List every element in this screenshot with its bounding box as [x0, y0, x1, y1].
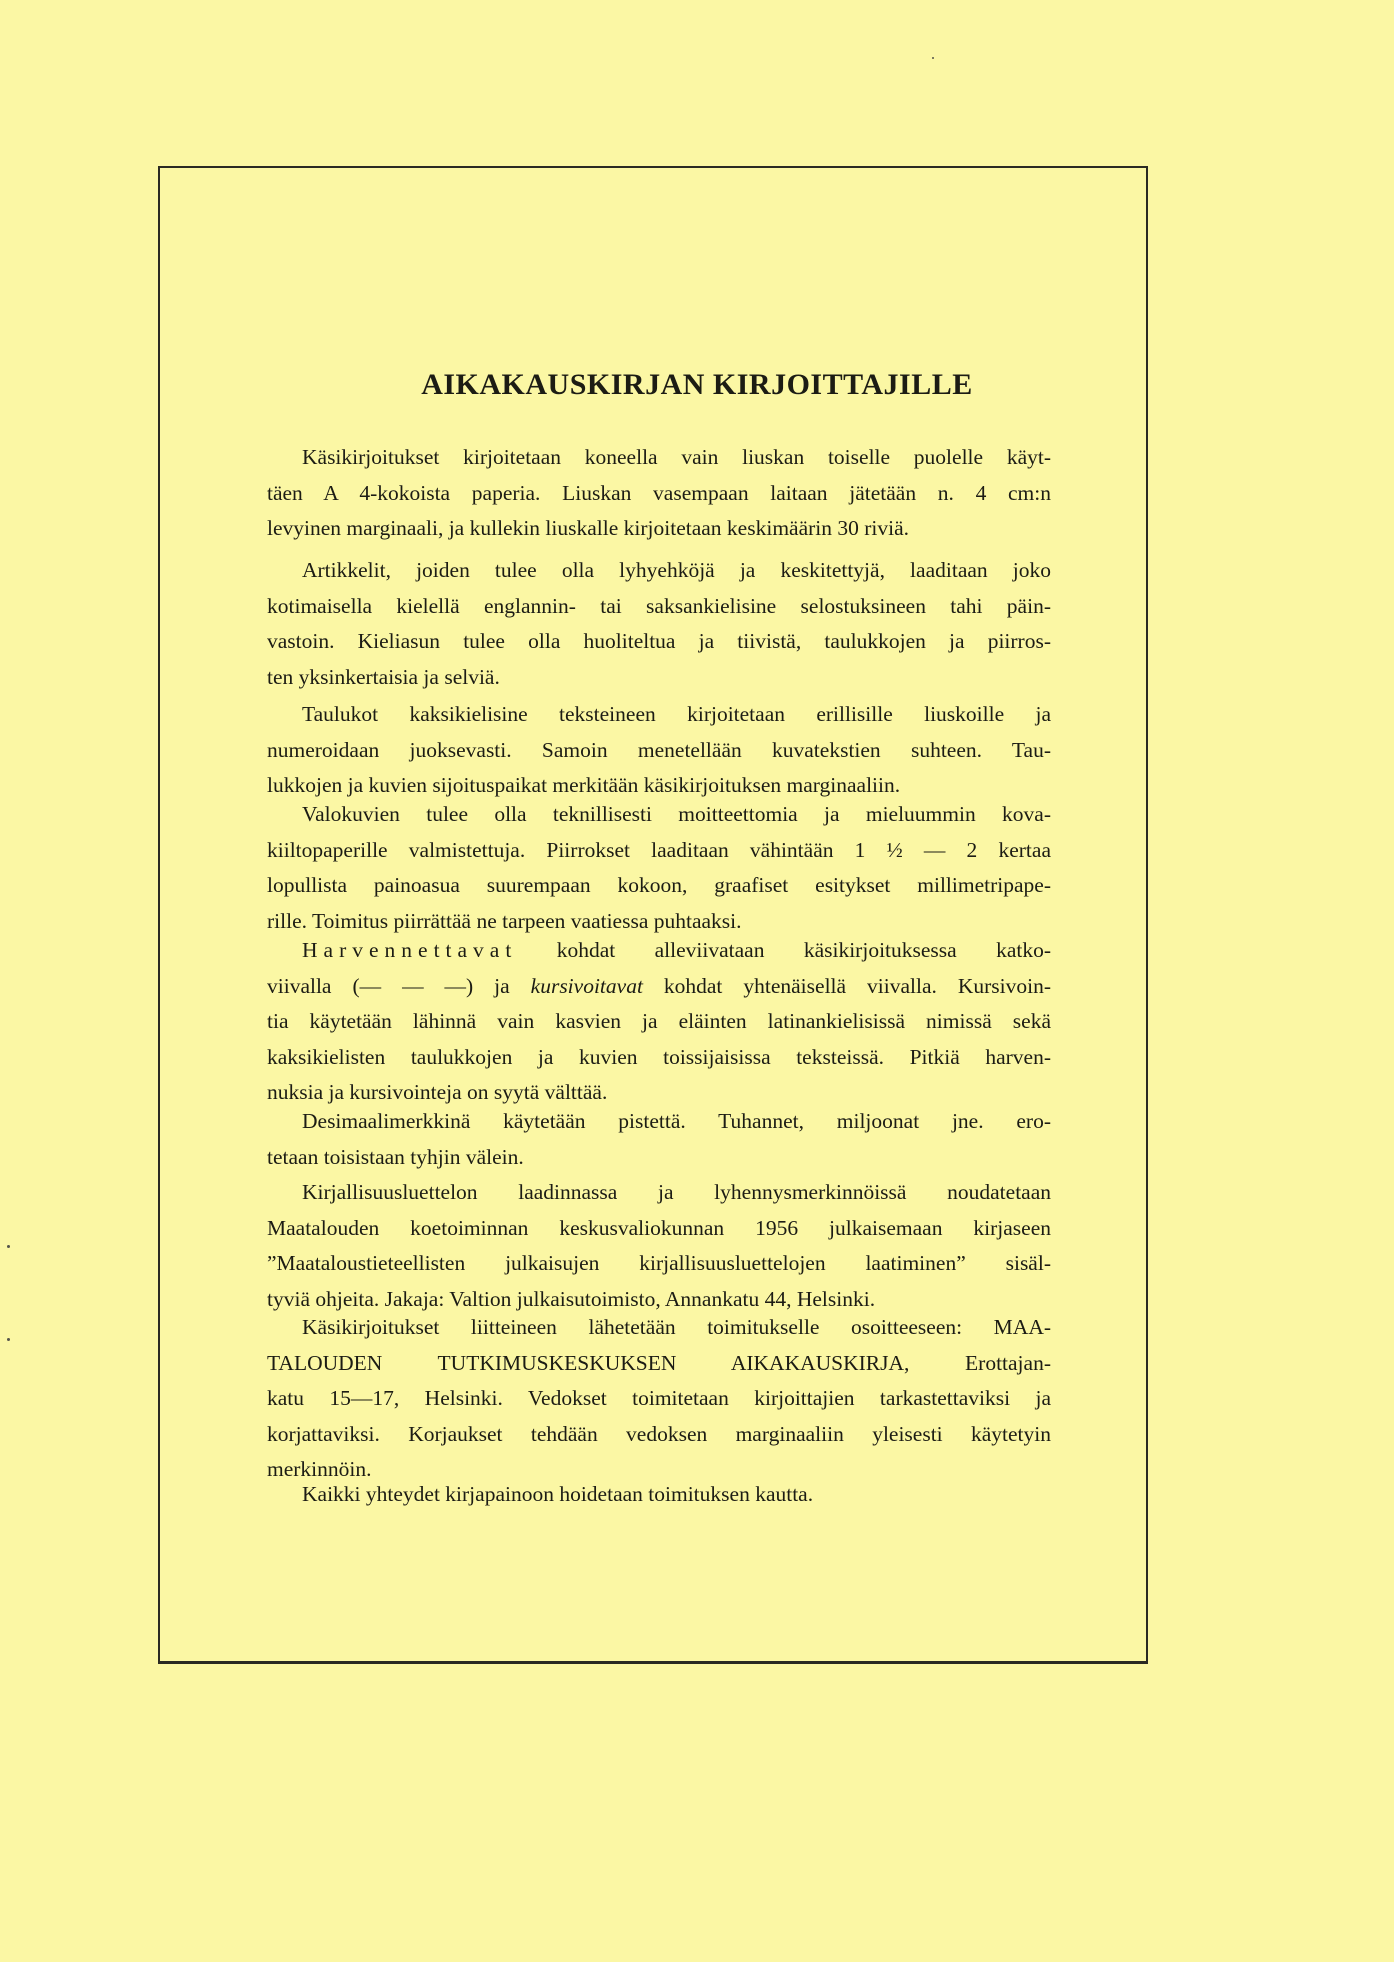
- text-line: nuksia ja kursivointeja on syytä välttää.: [267, 1080, 608, 1104]
- text-line: tyviä ohjeita. Jakaja: Valtion julkaisutoimisto, Annankatu 44, Helsinki.: [267, 1286, 876, 1311]
- text-line: numeroidaan juoksevasti. Samoin menetellään kuvatekstien suhteen. Tau-: [267, 737, 1051, 762]
- scan-speck: [7, 1245, 10, 1248]
- text-line: levyinen marginaali, ja kullekin liuskalle kirjoitetaan keskimäärin 30 riviä.: [267, 516, 910, 540]
- paragraph-emphasis: [267, 933, 1051, 1111]
- scan-speck: [932, 57, 934, 59]
- text-fragment: kohdat alleviivataan käsikirjoituksessa katko-: [556, 938, 1052, 962]
- paragraph-manuscript-format: [267, 440, 1051, 547]
- text-line: vastoin. Kieliasun tulee olla huoliteltua ja tiivistä, taulukkojen ja piirros-: [267, 629, 1051, 653]
- text-line: Maatalouden koetoiminnan keskusvaliokunnan 1956 julkaisemaan kirjaseen: [267, 1215, 1051, 1240]
- text-line: Kirjallisuusluettelon laadinnassa ja lyhennysmerkinnöissä noudatetaan: [302, 1180, 1051, 1204]
- text-line: kaksikielisten taulukkojen ja kuvien toissijaisissa teksteissä. Pitkiä harven-: [267, 1044, 1051, 1069]
- paragraph-decimals: [267, 1104, 1051, 1175]
- scan-speck: [7, 1338, 10, 1341]
- text-line: [267, 933, 1051, 969]
- text-line: merkinnöin.: [267, 1457, 372, 1481]
- paragraph-submission: [267, 1310, 1051, 1488]
- paragraph-articles: [267, 553, 1051, 695]
- text-line: korjattaviksi. Korjaukset tehdään vedoksen marginaaliin yleisesti käytetyin: [267, 1421, 1051, 1446]
- italic-word: kursivoitavat: [530, 973, 643, 998]
- text-line: lopullista painoasua suurempaan kokoon, graafiset esitykset millimetripape-: [267, 873, 1051, 897]
- text-line: Käsikirjoitukset kirjoitetaan koneella vain liuskan toiselle puolelle käyt-: [302, 445, 1051, 469]
- paragraph-contact: [267, 1477, 1051, 1513]
- text-line: Desimaalimerkkinä käytetään pistettä. Tuhannet, miljoonat jne. ero-: [302, 1109, 1051, 1133]
- text-line: Valokuvien tulee olla teknillisesti moitteettomia ja mieluummin kova-: [302, 802, 1051, 826]
- paragraph-photos: [267, 797, 1051, 939]
- page-title: AIKAKAUSKIRJAN KIRJOITTAJILLE: [421, 368, 973, 401]
- text-line: Taulukot kaksikielisine teksteineen kirjoitetaan erillisille liuskoille ja: [302, 702, 1051, 726]
- text-line: ”Maataloustieteellisten julkaisujen kirjallisuusluettelojen laatiminen” sisäl-: [267, 1251, 1051, 1275]
- text-line: Kaikki yhteydet kirjapainoon hoidetaan toimituksen kautta.: [302, 1482, 814, 1506]
- text-line: kotimaisella kielellä englannin- tai saksankielisine selostuksineen tahi päin-: [267, 593, 1051, 618]
- text-line: täen A 4-kokoista paperia. Liuskan vasempaan laitaan jätetään n. 4 cm:n: [267, 480, 1051, 505]
- text-line: lukkojen ja kuvien sijoituspaikat merkitään käsikirjoituksen marginaaliin.: [267, 773, 901, 797]
- text-line: tetaan toisistaan tyhjin välein.: [267, 1144, 524, 1169]
- text-line: tia käytetään lähinnä vain kasvien ja eläinten latinankielisissä nimissä sekä: [267, 1009, 1051, 1033]
- paragraph-tables: [267, 697, 1051, 804]
- text-fragment: viivalla (— — —) ja: [267, 973, 510, 998]
- text-line: rille. Toimitus piirrättää ne tarpeen vaatiessa puhtaaksi.: [267, 908, 742, 933]
- text-line: Käsikirjoitukset liitteineen lähetetään toimitukselle osoitteeseen: MAA-: [302, 1315, 1051, 1339]
- text-fragment: kohdat yhtenäisellä viivalla. Kursivoin-: [663, 973, 1051, 998]
- text-line: kiiltopaperille valmistettuja. Piirrokset laaditaan vähintään 1 ½ — 2 kertaa: [267, 837, 1051, 862]
- text-line: TALOUDEN TUTKIMUSKESKUKSEN AIKAKAUSKIRJA, Erottajan-: [267, 1350, 1051, 1375]
- text-line: katu 15—17, Helsinki. Vedokset toimitetaan kirjoittajien tarkastettaviksi ja: [267, 1386, 1051, 1410]
- text-line: [267, 969, 1051, 1005]
- spaced-word: Harvennettavat: [302, 938, 518, 962]
- paragraph-references: [267, 1175, 1051, 1317]
- text-line: Artikkelit, joiden tulee olla lyhyehköjä ja keskitettyjä, laaditaan joko: [302, 558, 1051, 582]
- text-line: ten yksinkertaisia ja selviä.: [267, 664, 500, 689]
